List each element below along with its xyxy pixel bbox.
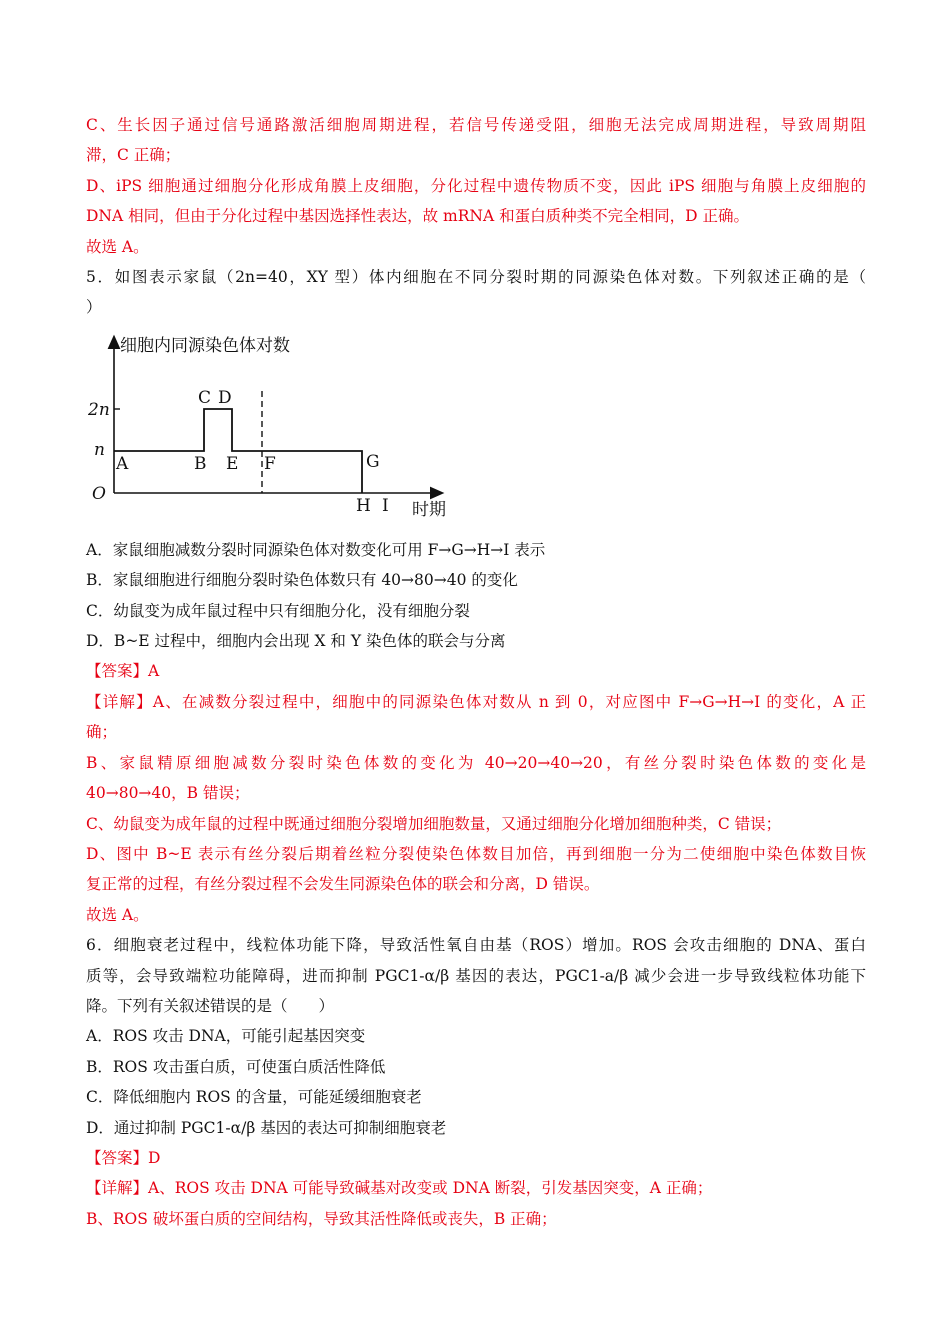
point-label-b: B — [194, 453, 207, 474]
series-line — [114, 409, 362, 493]
q6-stem-line1: 6．细胞衰老过程中，线粒体功能下降，导致活性氧自由基（ROS）增加。ROS 会攻击细胞的 DNA、蛋白 — [86, 936, 866, 955]
q5-chart-svg — [86, 329, 486, 529]
x-axis-label: 时期 — [412, 499, 446, 520]
q6-answer: 【答案】D — [86, 1148, 161, 1167]
prev-choose: 故选 A。 — [86, 237, 149, 256]
q5-explain-b-line2: 40→80→40，B 错误； — [86, 784, 250, 803]
prev-explain-d-line1: D、iPS 细胞通过细胞分化形成角膜上皮细胞，分化过程中遗传物质不变，因此 iPS 细胞与角膜上皮细胞的 — [86, 176, 866, 195]
prev-explain-c-line1: C、生长因子通过信号通路激活细胞周期进程，若信号传递受阻，细胞无法完成周期进程，导致周期阻 — [86, 116, 866, 134]
q6-option-b: B．ROS 攻击蛋白质，可使蛋白质活性降低 — [86, 1057, 386, 1076]
q5-answer: 【答案】A — [86, 662, 160, 681]
y-tick-label-n: n — [94, 439, 105, 460]
q6-option-c: C．降低细胞内 ROS 的含量，可能延缓细胞衰老 — [86, 1088, 422, 1107]
point-label-d: D — [218, 387, 232, 408]
q5-explain-a-line1: 【详解】A、在减数分裂过程中，细胞中的同源染色体对数从 n 到 0，对应图中 F→G→H→I 的变化，A 正 — [86, 692, 866, 711]
q5-stem-line1: 5．如图表示家鼠（2n=40，XY 型）体内细胞在不同分裂时期的同源染色体对数。下列叙述正确的是（ — [86, 268, 866, 287]
prev-explain-c-line2: 滞，C 正确； — [86, 146, 181, 165]
q5-option-c: C．幼鼠变为成年鼠过程中只有细胞分化，没有细胞分裂 — [86, 601, 470, 620]
q5-stem-line2: ） — [86, 298, 102, 317]
q5-explain-b-line1: B、家鼠精原细胞减数分裂时染色体数的变化为 40→20→40→20，有丝分裂时染色体数的变化是 — [86, 753, 866, 772]
q5-option-d: D．B~E 过程中，细胞内会出现 X 和 Y 染色体的联会与分离 — [86, 632, 506, 651]
q5-option-a: A．家鼠细胞减数分裂时同源染色体对数变化可用 F→G→H→I 表示 — [86, 540, 546, 559]
point-label-e: E — [226, 453, 239, 474]
prev-explain-d-line2: DNA 相同，但由于分化过程中基因选择性表达，故 mRNA 和蛋白质种类不完全相同，D 正确。 — [86, 207, 749, 226]
q5-option-b: B．家鼠细胞进行细胞分裂时染色体数只有 40→80→40 的变化 — [86, 571, 518, 590]
point-label-c: C — [198, 387, 212, 408]
y-axis-label: 细胞内同源染色体对数 — [120, 335, 290, 356]
origin-label: O — [92, 483, 106, 504]
q6-explain-a: 【详解】A、ROS 攻击 DNA 可能导致碱基对改变或 DNA 断裂，引发基因突变，A 正确； — [86, 1179, 713, 1198]
q6-explain-b: B、ROS 破坏蛋白质的空间结构，导致其活性降低或丧失，B 正确； — [86, 1209, 557, 1228]
q6-stem-line2: 质等，会导致端粒功能障碍，进而抑制 PGC1-α/β 基因的表达，PGC1-a/β 减少会进一步导致线粒体功能下 — [86, 966, 866, 985]
q5-explain-d-line2: 复正常的过程，有丝分裂过程不会发生同源染色体的联会和分离，D 错误。 — [86, 875, 600, 894]
document-page — [86, 110, 866, 1234]
point-label-g: G — [366, 451, 380, 472]
y-tick-label-2n: 2n — [88, 399, 110, 420]
q5-explain-a-line2: 确； — [86, 723, 118, 742]
q5-chart — [86, 329, 486, 529]
q5-explain-d-line1: D、图中 B~E 表示有丝分裂后期着丝粒分裂使染色体数目加倍，再到细胞一分为二使细胞中染色体数目恢 — [86, 844, 866, 863]
q6-option-d: D．通过抑制 PGC1-α/β 基因的表达可抑制细胞衰老 — [86, 1118, 447, 1137]
point-label-i: I — [382, 495, 389, 516]
q5-choose: 故选 A。 — [86, 905, 149, 924]
q6-stem-line3: 降。下列有关叙述错误的是（ ） — [86, 996, 335, 1015]
point-label-a: A — [116, 453, 129, 474]
q5-explain-c: C、幼鼠变为成年鼠的过程中既通过细胞分裂增加细胞数量，又通过细胞分化增加细胞种类，C 错误； — [86, 814, 782, 833]
point-label-h: H — [356, 495, 371, 516]
q6-option-a: A．ROS 攻击 DNA，可能引起基因突变 — [86, 1027, 366, 1046]
point-label-f: F — [264, 453, 276, 474]
